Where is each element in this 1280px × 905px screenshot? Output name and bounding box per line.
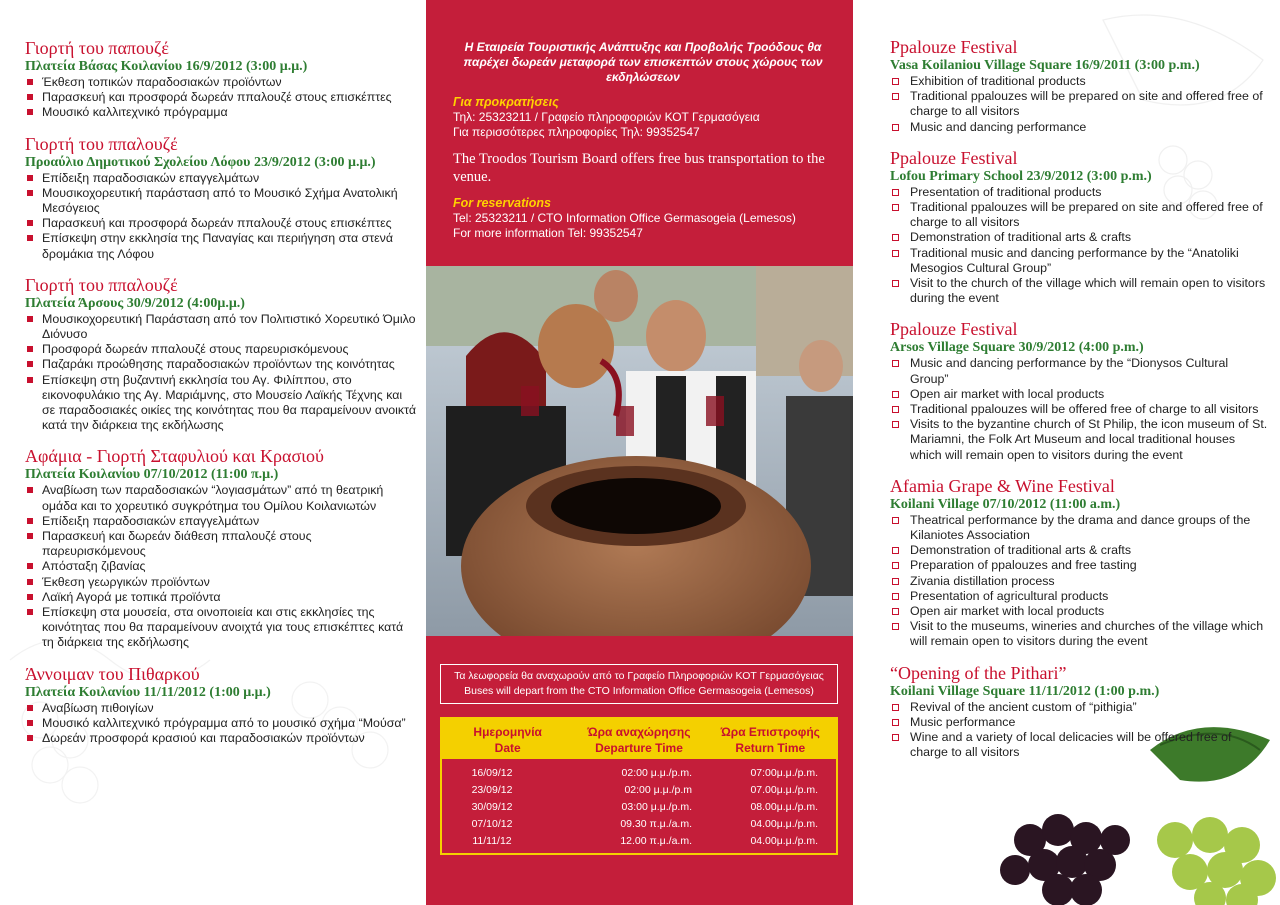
- header-return: Ώρα Επιστροφής Return Time: [720, 725, 820, 755]
- event-section: [890, 148, 1270, 307]
- list-item: Visits to the byzantine church of St Philip, the icon museum of St. Mariamni, the Folk Art Museum and local traditional houses which will remain open to visitors during the event: [890, 417, 1270, 463]
- event-activities-list: [25, 701, 416, 747]
- list-item: Επίσκεψη στην εκκλησία της Παναγίας και περιήγηση στα στενά δρομάκια της Λόφου: [25, 231, 416, 261]
- greek-reservations-label: Για προκρατήσεις: [453, 95, 559, 109]
- event-activities-list: [25, 483, 416, 650]
- list-item: Απόσταξη ζιβανίας: [25, 559, 416, 574]
- event-section: [25, 134, 416, 262]
- list-item: Έκθεση γεωργικών προϊόντων: [25, 575, 416, 590]
- greek-reservations-phone: Τηλ: 25323211 / Γραφείο πληροφοριών ΚΟΤ Γερμασόγεια: [453, 110, 760, 124]
- bus-timetable: [440, 717, 838, 855]
- list-item: Παζαράκι προώθησης παραδοσιακών προϊόντων της κοινότητας: [25, 357, 416, 372]
- list-item: Demonstration of traditional arts & crafts: [890, 230, 1270, 245]
- list-item: Wine and a variety of local delicacies will be offered free of charge to all visitors: [890, 730, 1270, 760]
- event-title: Afamia Grape & Wine Festival: [890, 475, 1115, 496]
- english-info-phone: For more information Tel: 99352547: [453, 226, 643, 240]
- event-section: [25, 446, 416, 650]
- list-item: Λαϊκή Αγορά με τοπικά προϊόντα: [25, 590, 416, 605]
- event-activities-list: [890, 700, 1270, 761]
- list-item: Theatrical performance by the drama and dance groups of the Kilaniotes Association: [890, 513, 1270, 543]
- event-section: [25, 664, 416, 747]
- list-item: Παρασκευή και προσφορά δωρεάν ππαλουζέ στους επισκέπτες: [25, 90, 416, 105]
- english-program-column: [853, 0, 1280, 905]
- event-title: Άννοιμαν του Πιθαρκού: [25, 663, 200, 684]
- event-activities-list: [890, 185, 1270, 307]
- timetable-header: [442, 719, 836, 759]
- wine-festival-photo: [426, 266, 853, 636]
- event-activities-list: [25, 312, 416, 434]
- list-item: Επίδειξη παραδοσιακών επαγγελμάτων: [25, 514, 416, 529]
- event-title: Γιορτή του παπουζέ: [25, 38, 169, 58]
- notice-greek: Τα λεωφορεία θα αναχωρούν από το Γραφείο Πληροφοριών ΚΟΤ Γερμασόγειας: [454, 670, 824, 682]
- list-item: Δωρεάν προσφορά κρασιού και παραδοσιακών προϊόντων: [25, 731, 416, 746]
- list-item: Μουσικοχορευτική Παράσταση από τον Πολιτιστικό Χορευτικό Όμιλο Διόνυσο: [25, 312, 416, 342]
- list-item: Open air market with local products: [890, 387, 1270, 402]
- table-row: 30/09/12 03:00 μ.μ./p.m. 08.00μ.μ./p.m.: [471, 801, 818, 813]
- list-item: Music and dancing performance by the “Dionysos Cultural Group”: [890, 356, 1270, 386]
- event-section: [25, 275, 416, 434]
- list-item: Traditional music and dancing performance by the “Anatoliki Mesogios Cultural Group”: [890, 246, 1270, 276]
- list-item: Αναβίωση των παραδοσιακών “λογιασμάτων” από τη θεατρική ομάδα και το χορευτικό συγκρότημα του Ομίλου Κοιλανιωτών: [25, 483, 416, 513]
- event-title: Γιορτή του ππαλουζέ: [25, 274, 178, 295]
- event-venue-date: Πλατεία Κοιλανίου 07/10/2012 (11:00 π.μ.): [25, 467, 279, 483]
- event-venue-date: Lofou Primary School 23/9/2012 (3:00 p.m.): [890, 168, 1152, 184]
- list-item: Revival of the ancient custom of “pithigia”: [890, 700, 1270, 715]
- list-item: Demonstration of traditional arts & crafts: [890, 543, 1270, 558]
- list-item: Preparation of ppalouzes and free tasting: [890, 558, 1270, 573]
- table-row: 23/09/12 02:00 μ.μ./p.m 07.00μ.μ./p.m.: [471, 784, 818, 796]
- event-title: Ppalouze Festival: [890, 319, 1018, 340]
- table-row: 07/10/12 09.30 π.μ./a.m. 04.00μ.μ./p.m.: [471, 818, 818, 830]
- event-activities-list: [890, 74, 1270, 135]
- greek-program-column: [0, 0, 426, 905]
- event-venue-date: Arsos Village Square 30/9/2012 (4:00 p.m.): [890, 340, 1144, 356]
- list-item: Visit to the church of the village which will remain open to visitors during the event: [890, 276, 1270, 306]
- list-item: Επίδειξη παραδοσιακών επαγγελμάτων: [25, 171, 416, 186]
- list-item: Επίσκεψη στα μουσεία, στα οινοποιεία και στις εκκλησίες της κοινότητας που θα παραμείνουν ανοιχτά για τους επισκέπτες κατά τη διάρκεια της εκδήλωσης: [25, 605, 416, 651]
- list-item: Έκθεση τοπικών παραδοσιακών προϊόντων: [25, 75, 416, 90]
- list-item: Παρασκευή και δωρεάν διάθεση ππαλουζέ στους παρευρισκόμενους: [25, 529, 416, 559]
- list-item: Visit to the museums, wineries and churches of the village which will remain open to visitors during the event: [890, 619, 1270, 649]
- event-venue-date: Πλατεία Κοιλανίου 11/11/2012 (1:00 μ.μ.): [25, 684, 271, 700]
- event-title: Ppalouze Festival: [890, 37, 1018, 57]
- event-activities-list: [25, 171, 416, 262]
- list-item: Αναβίωση πιθοιγίων: [25, 701, 416, 716]
- event-title: Γιορτή του ππαλουζέ: [25, 133, 178, 154]
- event-title: Αφάμια - Γιορτή Σταφυλιού και Κρασιού: [25, 446, 324, 467]
- list-item: Music and dancing performance: [890, 120, 1270, 135]
- list-item: Μουσικοχορευτική παράσταση από το Μουσικό Σχήμα Ανατολική Μεσόγειος: [25, 186, 416, 216]
- event-title: Ppalouze Festival: [890, 147, 1018, 168]
- list-item: Traditional ppalouzes will be prepared on site and offered free of charge to all visitors: [890, 89, 1270, 119]
- list-item: Exhibition of traditional products: [890, 74, 1270, 89]
- list-item: Open air market with local products: [890, 604, 1270, 619]
- list-item: Προσφορά δωρεάν ππαλουζέ στους παρευρισκόμενους: [25, 342, 416, 357]
- list-item: Μουσικό καλλιτεχνικό πρόγραμμα από το μουσικό σχήμα “Μούσα”: [25, 716, 416, 731]
- event-venue-date: Προαύλιο Δημοτικού Σχολείου Λόφου 23/9/2012 (3:00 μ.μ.): [25, 154, 376, 170]
- list-item: Επίσκεψη στη βυζαντινή εκκλησία του Αγ. Φιλίππου, στο εικονοφυλάκιο της Αγ. Μαριάμνης, στο Μουσείο Λαϊκής Τέχνης και σε παραδοσιακές οικίες της κοινότητας που θα παραμείνουν ανοικτά κατά την διάρκεια της εκδήλωσης: [25, 373, 416, 434]
- list-item: Παρασκευή και προσφορά δωρεάν ππαλουζέ στους επισκέπτες: [25, 216, 416, 231]
- event-venue-date: Koilani Village Square 11/11/2012 (1:00 p.m.): [890, 683, 1160, 699]
- list-item: Zivania distillation process: [890, 574, 1270, 589]
- timetable-body: [442, 759, 836, 850]
- event-section: [890, 476, 1270, 650]
- event-section: [890, 37, 1270, 135]
- event-venue-date: Πλατεία Άρσους 30/9/2012 (4:00μ.μ.): [25, 295, 245, 311]
- event-section: [890, 319, 1270, 462]
- greek-transport-heading: Η Εταιρεία Τουριστικής Ανάπτυξης και Προβολής Τροόδους θα παρέχει δωρεάν μεταφορά των επισκεπτών στους χώρους των εκδηλώσεων: [463, 40, 823, 84]
- festival-photo-illustration: [426, 266, 853, 636]
- english-transport-text: The Troodos Tourism Board offers free bus transportation to the venue.: [453, 151, 825, 185]
- event-venue-date: Πλατεία Βάσας Κοιλανίου 16/9/2012 (3:00 μ.μ.): [25, 59, 308, 74]
- event-activities-list: [25, 75, 416, 121]
- header-date: Ημερομηνία Date: [473, 725, 542, 755]
- english-reservations-phone: Tel: 25323211 / CTO Information Office Germasogeia (Lemesos): [453, 211, 796, 225]
- greek-info-phone: Για περισσότερες πληροφορίες Τηλ: 99352547: [453, 125, 700, 139]
- list-item: Music performance: [890, 715, 1270, 730]
- list-item: Μουσικό καλλιτεχνικό πρόγραμμα: [25, 105, 416, 120]
- english-reservations-label: For reservations: [453, 196, 551, 210]
- event-title: “Opening of the Pithari”: [890, 662, 1067, 683]
- notice-english: Buses will depart from the CTO Information Office Germasogeia (Lemesos): [464, 685, 814, 697]
- header-departure: Ώρα αναχώρησης Departure Time: [587, 725, 691, 755]
- list-item: Traditional ppalouzes will be offered free of charge to all visitors: [890, 402, 1270, 417]
- event-activities-list: [890, 356, 1270, 462]
- event-venue-date: Vasa Koilaniou Village Square 16/9/2011 (3:00 p.m.): [890, 58, 1200, 73]
- list-item: Presentation of agricultural products: [890, 589, 1270, 604]
- event-section: [25, 38, 416, 121]
- table-row: 16/09/12 02:00 μ.μ./p.m. 07:00μ.μ./p.m.: [471, 767, 818, 779]
- event-section: [890, 663, 1270, 761]
- transport-info-column: [426, 0, 853, 905]
- bus-departure-notice: [440, 664, 838, 704]
- table-row: 11/11/12 12.00 π.μ./a.m. 04.00μ.μ./p.m.: [472, 835, 818, 847]
- list-item: Presentation of traditional products: [890, 185, 1270, 200]
- list-item: Traditional ppalouzes will be prepared on site and offered free of charge to all visitors: [890, 200, 1270, 230]
- event-activities-list: [890, 513, 1270, 650]
- event-venue-date: Koilani Village 07/10/2012 (11:00 a.m.): [890, 496, 1121, 512]
